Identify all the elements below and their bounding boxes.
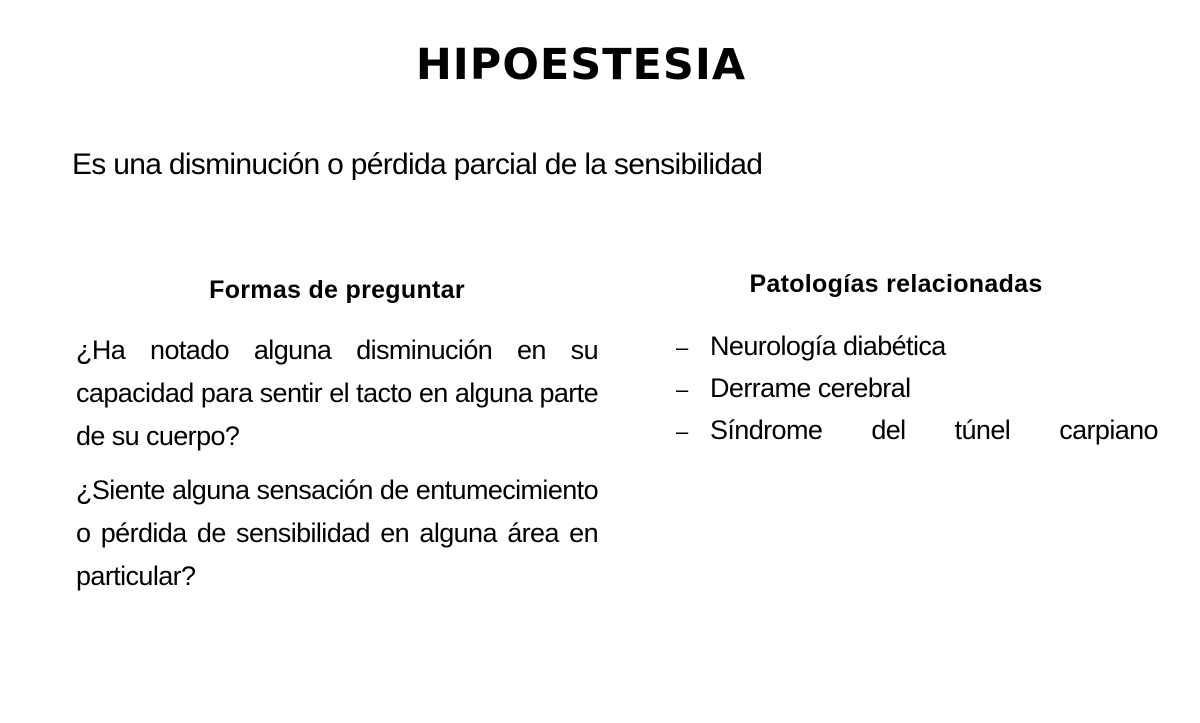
questions-list: [76, 329, 598, 609]
slide-title: HIPOESTESIA: [415, 40, 747, 90]
bullet-dash: –: [676, 419, 688, 444]
list-item: [676, 368, 1158, 410]
pathology-word: túnel: [954, 415, 1011, 445]
pathology-word: Síndrome: [710, 415, 823, 445]
definition-text: Es una disminución o pérdida parcial de la sensibilidad: [72, 148, 763, 181]
list-item: [676, 326, 1158, 368]
list-item: [676, 410, 1158, 452]
questions-heading: Formas de preguntar: [209, 276, 465, 304]
bullet-dash: –: [676, 377, 688, 402]
pathologies-heading: Patologías relacionadas: [749, 270, 1043, 298]
pathology-word: carpiano: [1059, 415, 1158, 445]
pathology-label: Neurología diabética: [710, 331, 946, 361]
question-item: ¿Ha notado alguna disminución en su capacidad para sentir el tacto en alguna parte de su cuerpo?: [76, 335, 598, 451]
pathologies-list: [676, 326, 1158, 452]
question-item: ¿Siente alguna sensación de entumecimiento o pérdida de sensibilidad en alguna área en particular?: [76, 475, 598, 591]
pathology-label: Derrame cerebral: [710, 373, 911, 403]
bullet-dash: –: [676, 335, 688, 360]
pathology-word: del: [871, 415, 906, 445]
pathology-label: [710, 410, 1158, 451]
